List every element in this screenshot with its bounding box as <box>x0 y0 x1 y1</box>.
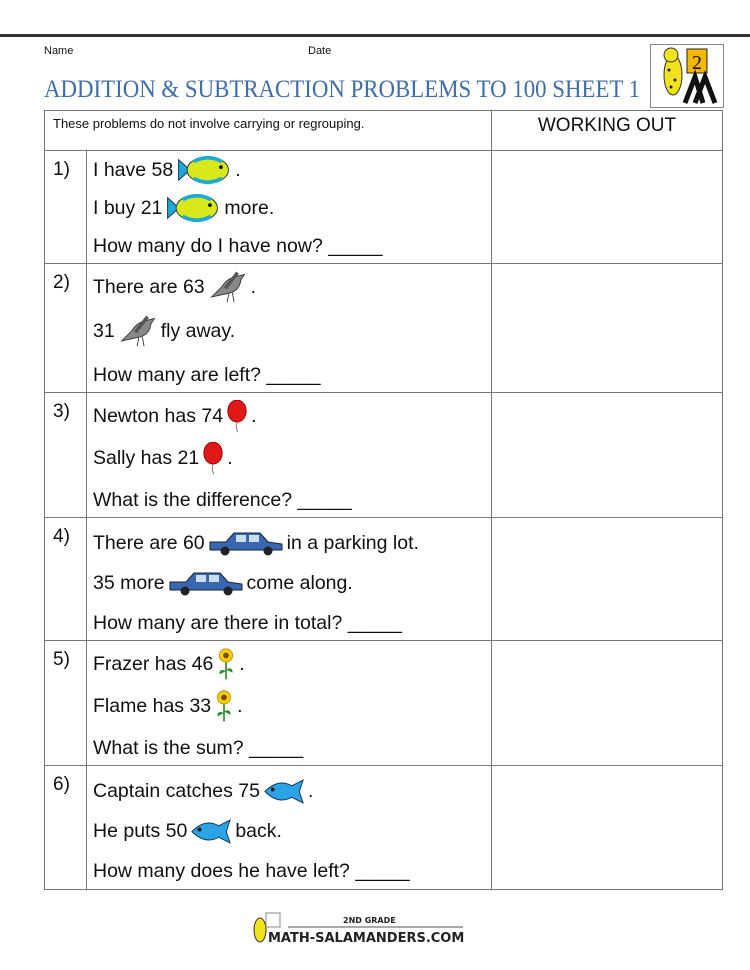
line-text: How many does he have left? _____ <box>93 859 410 882</box>
salamander-logo <box>650 44 724 108</box>
line-text: Sally has 21 <box>93 446 200 469</box>
problem-row <box>45 518 723 641</box>
problem-number: 4) <box>45 518 87 641</box>
problem-line <box>93 314 483 348</box>
problem-line <box>93 731 483 765</box>
problem-row <box>45 264 723 393</box>
working-out-cell[interactable] <box>492 393 723 518</box>
working-out-cell[interactable] <box>492 151 723 264</box>
problem-text <box>87 151 492 264</box>
instructions-note: These problems do not involve carrying or regrouping. <box>45 111 492 151</box>
working-out-header: WORKING OUT <box>492 111 723 151</box>
car-icon <box>165 570 247 596</box>
line-text: 35 more <box>93 571 165 594</box>
problem-line <box>93 191 483 225</box>
line-text-after: . <box>237 694 243 717</box>
svg-text:2: 2 <box>692 52 702 74</box>
problem-number: 2) <box>45 264 87 393</box>
problem-line <box>93 814 483 848</box>
car-icon <box>205 530 287 556</box>
problem-text <box>87 264 492 393</box>
problem-text <box>87 766 492 890</box>
problem-line <box>93 483 483 517</box>
line-text: How many do I have now? _____ <box>93 234 383 257</box>
line-text-after: more. <box>224 196 275 219</box>
line-text: Flame has 33 <box>93 694 212 717</box>
problem-line <box>93 229 483 263</box>
bird-icon <box>205 271 251 304</box>
tropical-fish-icon <box>173 154 235 186</box>
line-text: How many are left? _____ <box>93 363 321 386</box>
line-text-after: . <box>227 446 233 469</box>
problem-line <box>93 153 483 187</box>
sunflower-icon <box>211 690 237 723</box>
line-text: There are 63 <box>93 275 205 298</box>
problem-line <box>93 441 483 475</box>
problem-number: 1) <box>45 151 87 264</box>
name-label: Name <box>44 45 74 57</box>
problem-number: 5) <box>45 641 87 766</box>
problem-text <box>87 393 492 518</box>
problem-line <box>93 399 483 433</box>
working-out-cell[interactable] <box>492 766 723 890</box>
problem-number: 3) <box>45 393 87 518</box>
problem-number: 6) <box>45 766 87 890</box>
line-text: 31 <box>93 319 115 342</box>
line-text: Captain catches 75 <box>93 779 260 802</box>
line-text-after: fly away. <box>160 319 236 342</box>
line-text: Newton has 74 <box>93 404 224 427</box>
problem-line <box>93 647 483 681</box>
footer-logo <box>248 910 468 946</box>
working-out-cell[interactable] <box>492 264 723 393</box>
problem-line <box>93 526 483 560</box>
problem-row <box>45 641 723 766</box>
line-text: How many are there in total? _____ <box>93 611 402 634</box>
line-text: There are 60 <box>93 531 205 554</box>
problem-line <box>93 566 483 600</box>
line-text: I buy 21 <box>93 196 163 219</box>
working-out-cell[interactable] <box>492 518 723 641</box>
line-text: What is the sum? _____ <box>93 736 304 759</box>
line-text: I have 58 <box>93 158 174 181</box>
top-border <box>0 0 750 37</box>
tropical-fish-icon <box>162 192 224 224</box>
line-text: What is the difference? _____ <box>93 488 352 511</box>
svg-text:2ND GRADE: 2ND GRADE <box>343 916 396 925</box>
svg-text:MATH-SALAMANDERS.COM: MATH-SALAMANDERS.COM <box>268 931 465 946</box>
problem-line <box>93 270 483 304</box>
page-title: ADDITION & SUBTRACTION PROBLEMS TO 100 SHEET 1 <box>44 76 641 103</box>
line-text-after: . <box>250 275 257 298</box>
problem-line <box>93 689 483 723</box>
problem-text <box>87 641 492 766</box>
line-text: He puts 50 <box>93 819 188 842</box>
sunflower-icon <box>213 648 239 681</box>
line-text-after: . <box>235 158 241 181</box>
problem-line <box>93 774 483 808</box>
blue-fish-icon <box>187 818 235 845</box>
date-label: Date <box>308 45 332 57</box>
line-text: Frazer has 46 <box>93 652 214 675</box>
problem-row <box>45 393 723 518</box>
balloon-icon <box>223 400 251 433</box>
balloon-icon <box>199 442 227 475</box>
problem-line <box>93 854 483 888</box>
line-text-after: come along. <box>246 571 353 594</box>
working-out-cell[interactable] <box>492 641 723 766</box>
line-text-after: . <box>251 404 257 427</box>
problem-row <box>45 151 723 264</box>
problem-line <box>93 606 483 640</box>
line-text-after: in a parking lot. <box>286 531 419 554</box>
problem-row <box>45 766 723 890</box>
bird-icon <box>115 315 161 348</box>
blue-fish-icon <box>260 778 308 805</box>
problem-text <box>87 518 492 641</box>
line-text-after: . <box>239 652 245 675</box>
problem-line <box>93 358 483 392</box>
line-text-after: . <box>307 779 314 802</box>
line-text-after: back. <box>235 819 282 842</box>
problems-table <box>44 110 723 890</box>
